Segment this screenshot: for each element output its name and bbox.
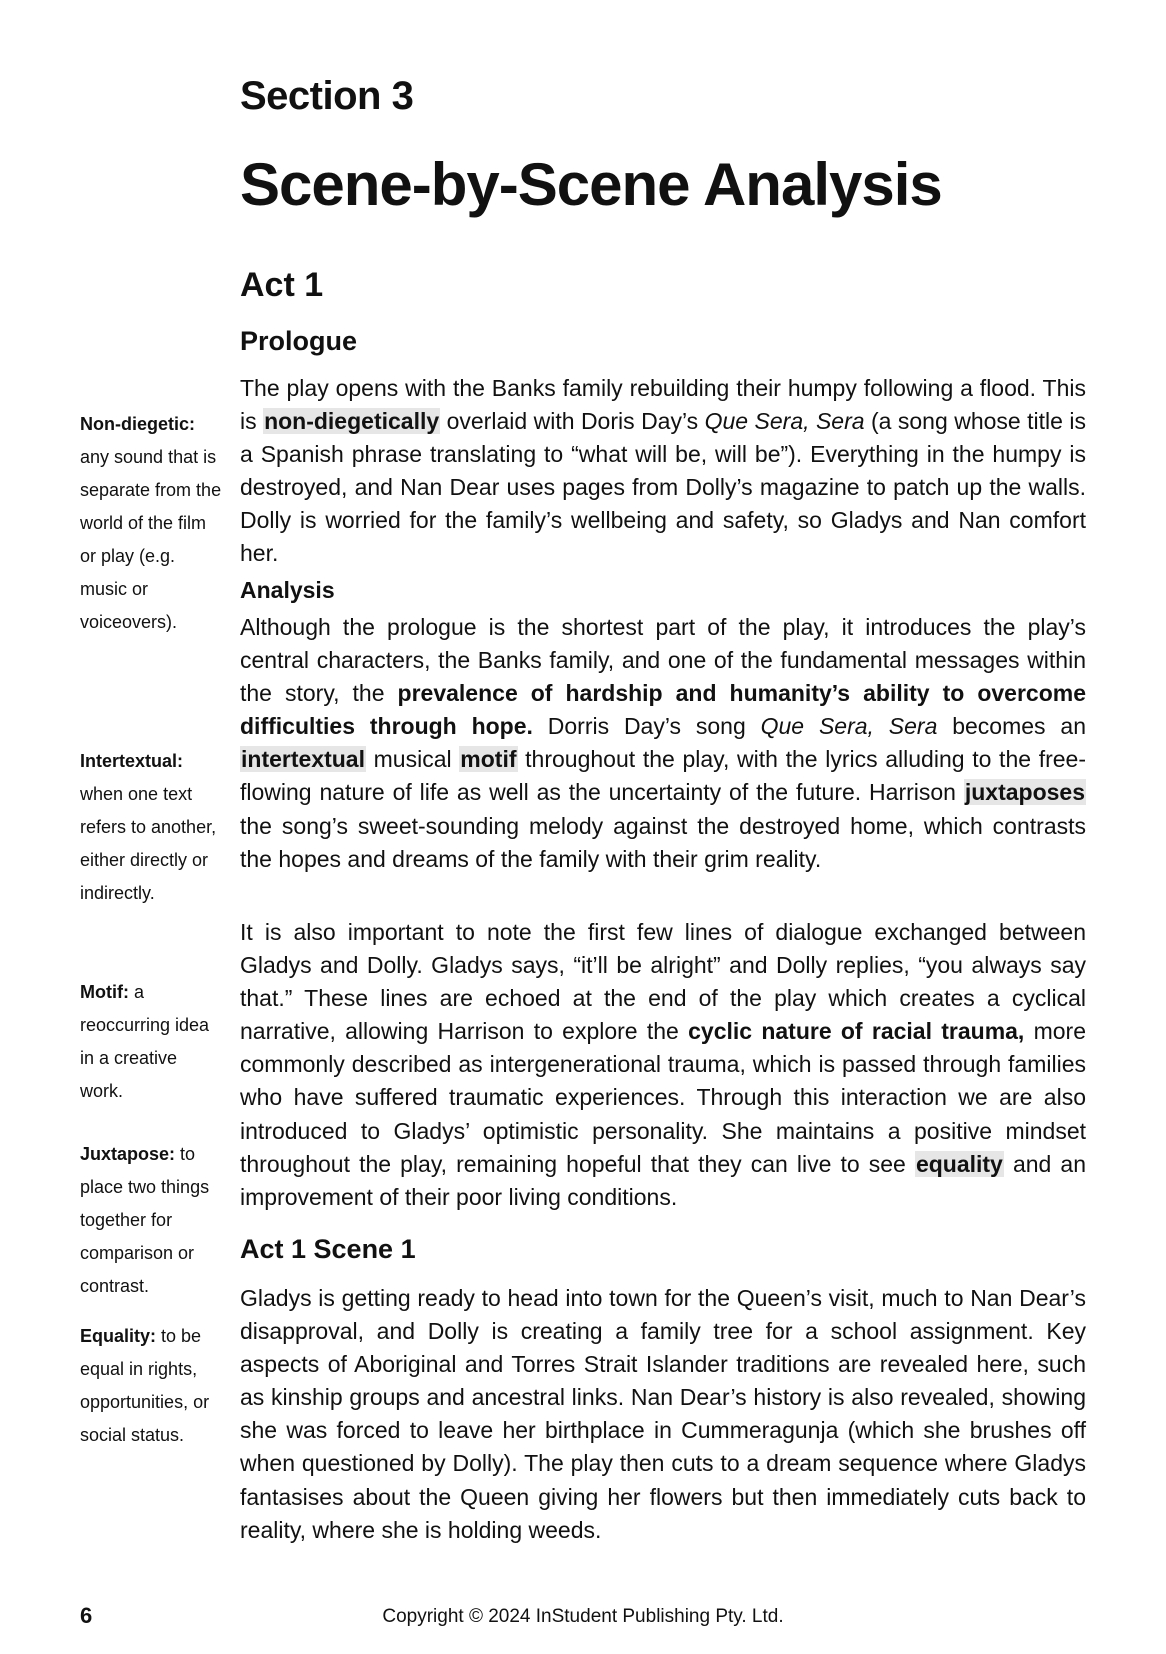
section-label: Section 3: [240, 74, 414, 118]
scene1-heading: Act 1 Scene 1: [240, 1234, 416, 1264]
page-title: Scene-by-Scene Analysis: [240, 151, 942, 218]
glossary-item: Intertextual: when one text refers to another, either directly or indirectly.: [80, 751, 217, 903]
page-number: 6: [80, 1603, 93, 1628]
glossary-item: Equality: to be equal in rights, opportunities, or social status.: [80, 1326, 210, 1445]
prologue-heading: Prologue: [240, 326, 358, 356]
glossary-item: Juxtapose: to place two things together for comparison or contrast.: [80, 1144, 210, 1296]
keyword-highlight: juxtaposes: [964, 779, 1085, 806]
keyword-highlight: motif: [460, 746, 517, 773]
glossary-item: Non-diegetic: any sound that is separate from the world of the film or play (e.g. music or voiceovers).: [80, 414, 222, 632]
analysis-paragraph-1: Although the prologue is the shortest part of the play, it introduces the play’s central characters, the Banks family, and one of the fundamental messages within the story, the prevalence of hardship and humanity’s ability to overcome difficulties through hope. Dorris Day’s song Que Sera, Sera becomes an intertextual musical motif throughout the play, with the lyrics alluding to the free-flowing nature of life as well as the uncertainty of the future. Harrison juxtaposes the song’s sweet-sounding melody against the destroyed home, which contrasts the hopes and dreams of the family with their grim reality.: [240, 614, 1087, 872]
scene1-paragraph: Gladys is getting ready to head into town for the Queen’s visit, much to Nan Dear’s disapproval, and Dolly is creating a family tree for a school assignment. Key aspects of Aboriginal and Torres Strait Islander traditions are revealed here, such as kinship groups and ancestral links. Nan Dear’s history is also revealed, showing she was forced to leave her birthplace in Cummeragunja (which she brushes off when questioned by Dolly). The play then cuts to a dream sequence where Gladys fantasises about the Queen giving her flowers but then immediately cuts back to reality, where she is holding weeds.: [240, 1285, 1086, 1543]
keyword-highlight: intertextual: [241, 746, 365, 773]
act-heading: Act 1: [240, 266, 324, 304]
keyword-highlight: equality: [915, 1150, 1003, 1177]
prologue-paragraph: The play opens with the Banks family rebuilding their humpy following a flood. This is non-diegetically overlaid with Doris Day’s Que Sera, Sera (a song whose title is a Spanish phrase translating to “what will be, will be”). Everything in the humpy is destroyed, and Nan Dear uses pages from Dolly’s magazine to patch up the walls. Dolly is worried for the family’s wellbeing and safety, so Gladys and Nan comfort her.: [240, 375, 1086, 567]
analysis-paragraph-2: It is also important to note the first few lines of dialogue exchanged between Gladys and Dolly. Gladys says, “it’ll be alright” and Dolly replies, “you always say that.” These lines are echoed at the end of the play which creates a cyclical narrative, allowing Harrison to explore the cyclic nature of racial trauma, more commonly described as intergenerational trauma, which is passed through families who have suffered traumatic experiences. Through this interaction we are also introduced to Gladys’ optimistic personality. She maintains a positive mindset throughout the play, remaining hopeful that they can live to see equality and an improvement of their poor living conditions.: [240, 919, 1086, 1210]
analysis-heading: Analysis: [240, 577, 335, 603]
keyword-highlight: non-diegetically: [264, 408, 440, 435]
copyright: Copyright © 2024 InStudent Publishing Pty. Ltd.: [382, 1606, 784, 1627]
glossary-item: Motif: a reoccurring idea in a creative work.: [80, 982, 210, 1101]
